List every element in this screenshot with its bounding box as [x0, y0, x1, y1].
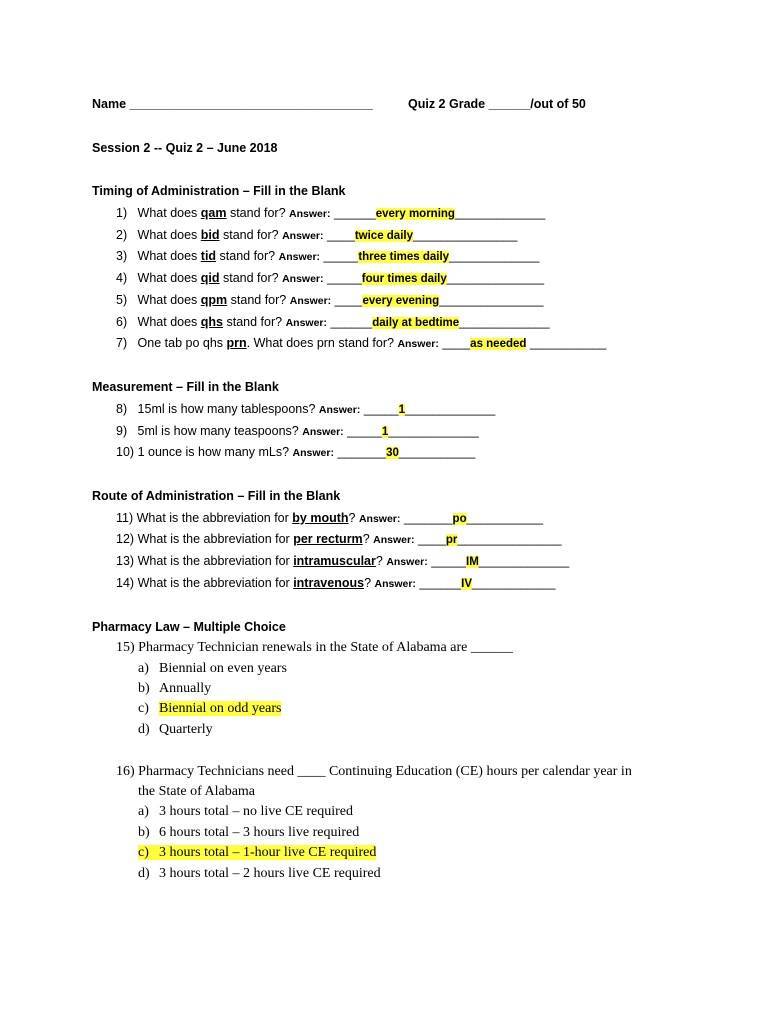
question-2: 2) What does bid stand for? Answer: ____twice daily_______________: [116, 228, 518, 242]
term: bid: [200, 228, 220, 242]
question-6: 6) What does qhs stand for? Answer: ______daily at bedtime_____________: [116, 315, 550, 329]
option-15b: b) Annually: [138, 681, 212, 696]
answer-highlight: IV: [461, 578, 473, 590]
option-15d: d) Quarterly: [138, 722, 213, 737]
option-16b: b) 6 hours total – 3 hours live required: [138, 825, 360, 840]
option-15a: a) Biennial on even years: [138, 661, 287, 676]
term: per recturm: [293, 532, 363, 546]
question-10: 10) 1 ounce is how many mLs? Answer: _______30___________: [116, 445, 476, 459]
question-9: 9) 5ml is how many teaspoons? Answer: _____1_____________: [116, 424, 479, 438]
answer-highlight: 1: [381, 426, 389, 438]
term: qpm: [200, 293, 228, 307]
answer-highlight: daily at bedtime: [372, 317, 460, 329]
question-7: 7) One tab po qhs prn. What does prn stand for? Answer: ____as needed ___________: [116, 336, 607, 350]
option-16d: d) 3 hours total – 2 hours live CE required: [138, 866, 381, 881]
answer-highlight: 30: [386, 447, 399, 459]
answer-highlight: three times daily: [358, 251, 450, 263]
term: intravenous: [293, 576, 365, 590]
question-13: 13) What is the abbreviation for intramuscular? Answer: _____IM_____________: [116, 554, 570, 568]
question-3: 3) What does tid stand for? Answer: _____three times daily_____________: [116, 249, 540, 263]
option-16a: a) 3 hours total – no live CE required: [138, 804, 354, 819]
answer-highlight: c) 3 hours total – 1-hour live CE required: [138, 845, 377, 860]
question-14: 14) What is the abbreviation for intravenous? Answer: ______IV____________: [116, 576, 556, 590]
question-16: 16) Pharmacy Technicians need ____ Continuing Education (CE) hours per calendar year in: [116, 764, 632, 779]
name-field-label: Name ___________________________________: [92, 97, 373, 111]
answer-highlight: Biennial on odd years: [159, 701, 282, 716]
answer-highlight: 1: [398, 404, 405, 416]
law-heading: Pharmacy Law – Multiple Choice: [92, 620, 286, 634]
option-16c: [138, 844, 376, 862]
term: prn: [226, 336, 247, 350]
timing-heading: Timing of Administration – Fill in the Blank: [92, 184, 346, 198]
answer-highlight: as needed: [470, 338, 527, 350]
answer-highlight: twice daily: [354, 230, 413, 242]
question-8: 8) 15ml is how many tablespoons? Answer: _____1_____________: [116, 402, 496, 416]
question-16-cont: the State of Alabama: [138, 784, 256, 799]
term: intramuscular: [293, 554, 376, 568]
question-4: 4) What does qid stand for? Answer: _____four times daily______________: [116, 271, 545, 285]
answer-highlight: pr: [445, 534, 458, 546]
term: by mouth: [292, 511, 349, 525]
answer-highlight: every evening: [362, 295, 440, 307]
answer-highlight: po: [452, 513, 467, 525]
question-11: 11) What is the abbreviation for by mouth? Answer: _______po___________: [116, 511, 544, 525]
term: qam: [200, 206, 227, 220]
answer-highlight: IM: [466, 556, 479, 568]
option-15c: c) Biennial on odd years: [138, 701, 282, 716]
measurement-heading: Measurement – Fill in the Blank: [92, 380, 279, 394]
question-12: 12) What is the abbreviation for per recturm? Answer: ____pr_______________: [116, 532, 562, 546]
term: qhs: [200, 315, 224, 329]
term: tid: [200, 249, 217, 263]
answer-highlight: four times daily: [361, 273, 447, 285]
route-heading: Route of Administration – Fill in the Blank: [92, 489, 341, 503]
answer-highlight: every morning: [375, 208, 455, 220]
question-5: 5) What does qpm stand for? Answer: ____every evening_______________: [116, 293, 544, 307]
grade-field-label: Quiz 2 Grade ______/out of 50: [408, 97, 586, 111]
term: qid: [200, 271, 220, 285]
question-15: 15) Pharmacy Technician renewals in the State of Alabama are ______: [116, 640, 513, 655]
question-1: 1) What does qam stand for? Answer: ______every morning_____________: [116, 206, 546, 220]
session-title: Session 2 -- Quiz 2 – June 2018: [92, 141, 278, 155]
